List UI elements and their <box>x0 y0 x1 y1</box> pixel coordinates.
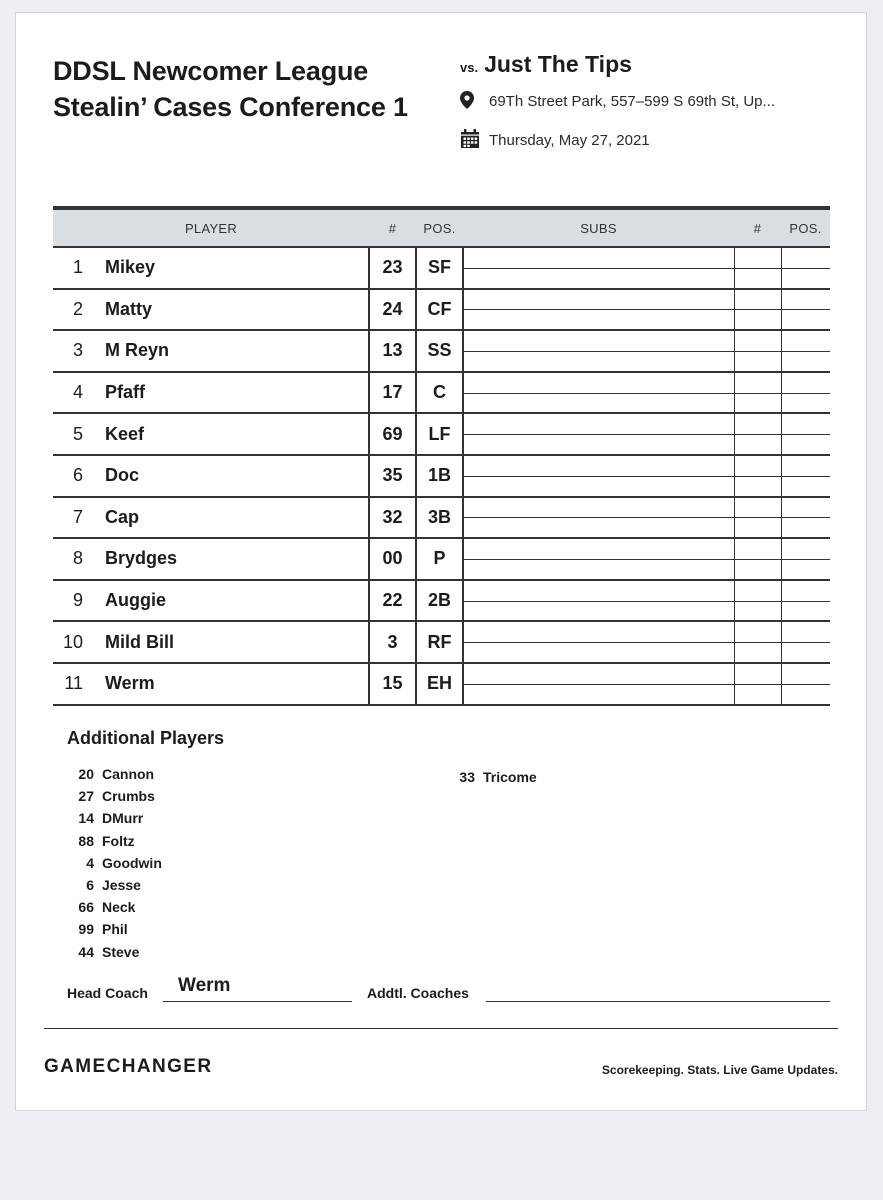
player-position: EH <box>416 663 463 705</box>
sub-position-blank <box>781 497 830 539</box>
additional-player-number: 14 <box>78 810 94 827</box>
additional-players-list <box>56 763 162 963</box>
additional-player-number: 6 <box>86 877 94 894</box>
additional-player <box>56 874 162 896</box>
table-row <box>53 330 830 372</box>
sub-position-blank <box>781 538 830 580</box>
opponent-line <box>460 51 632 78</box>
jersey-number: 69 <box>369 413 416 455</box>
player-name: Mikey <box>91 247 369 289</box>
sub-number-blank <box>734 413 781 455</box>
player-name: Matty <box>91 289 369 331</box>
jersey-number: 13 <box>369 330 416 372</box>
additional-player-name: Tricome <box>483 769 537 785</box>
league-name: DDSL Newcomer League <box>53 56 369 86</box>
batting-order: 11 <box>53 663 91 705</box>
additional-player <box>56 918 162 940</box>
sub-name-blank <box>463 580 734 622</box>
player-name: Pfaff <box>91 372 369 414</box>
jersey-number: 17 <box>369 372 416 414</box>
conference-name: Stealin’ Cases Conference 1 <box>53 92 408 122</box>
batting-order: 7 <box>53 497 91 539</box>
sub-position-blank <box>781 372 830 414</box>
sub-name-blank <box>463 497 734 539</box>
jersey-number: 24 <box>369 289 416 331</box>
table-header-row <box>53 208 830 247</box>
additional-player-name: Cannon <box>102 766 155 782</box>
additional-player-number: 4 <box>86 854 94 871</box>
table-row <box>53 663 830 705</box>
addtl-coaches-label: Addtl. Coaches <box>367 985 469 1001</box>
player-position: 1B <box>416 455 463 497</box>
sub-position-blank <box>781 289 830 331</box>
lineup-rows <box>53 247 830 705</box>
batting-order: 9 <box>53 580 91 622</box>
jersey-number: 35 <box>369 455 416 497</box>
table-row <box>53 372 830 414</box>
jersey-number: 23 <box>369 247 416 289</box>
number-header: # <box>369 208 416 247</box>
player-name: Brydges <box>91 538 369 580</box>
footer-divider <box>44 1028 838 1029</box>
player-name: M Reyn <box>91 330 369 372</box>
player-name: Mild Bill <box>91 621 369 663</box>
sub-number-blank <box>734 289 781 331</box>
table-row <box>53 497 830 539</box>
sub-position-blank <box>781 455 830 497</box>
player-header: PLAYER <box>53 208 369 247</box>
sub-number-blank <box>734 455 781 497</box>
additional-player-number: 33 <box>459 769 475 785</box>
sub-name-blank <box>463 289 734 331</box>
location-line <box>460 91 775 113</box>
sub-name-blank <box>463 372 734 414</box>
vs-label: vs. <box>460 60 479 75</box>
player-position: P <box>416 538 463 580</box>
table-row <box>53 621 830 663</box>
sub-position-blank <box>781 621 830 663</box>
batting-order: 8 <box>53 538 91 580</box>
lineup-card <box>16 13 866 1110</box>
player-position: SS <box>416 330 463 372</box>
position-header: POS. <box>416 208 463 247</box>
player-position: 3B <box>416 497 463 539</box>
player-position: SF <box>416 247 463 289</box>
calendar-icon <box>460 129 480 153</box>
additional-player <box>56 807 162 829</box>
sub-name-blank <box>463 455 734 497</box>
player-position: C <box>416 372 463 414</box>
sub-name-blank <box>463 621 734 663</box>
table-row <box>53 538 830 580</box>
batting-order: 2 <box>53 289 91 331</box>
player-name: Auggie <box>91 580 369 622</box>
player-name: Cap <box>91 497 369 539</box>
additional-player-name: Steve <box>102 943 140 960</box>
jersey-number: 22 <box>369 580 416 622</box>
sub-number-blank <box>734 372 781 414</box>
sub-number-header: # <box>734 208 781 247</box>
sub-position-header: POS. <box>781 208 830 247</box>
sub-number-blank <box>734 621 781 663</box>
sub-position-blank <box>781 330 830 372</box>
additional-player-name: Goodwin <box>102 854 162 871</box>
jersey-number: 32 <box>369 497 416 539</box>
additional-player-name: Phil <box>102 921 128 938</box>
additional-player-number: 44 <box>78 943 94 960</box>
head-coach-label: Head Coach <box>67 985 148 1001</box>
additional-player-number: 99 <box>78 921 94 938</box>
sub-position-blank <box>781 580 830 622</box>
additional-player <box>56 896 162 918</box>
sub-name-blank <box>463 538 734 580</box>
table-row <box>53 247 830 289</box>
location-text: 69Th Street Park, 557–599 S 69th St, Up... <box>489 92 776 110</box>
batting-order: 6 <box>53 455 91 497</box>
additional-players-heading: Additional Players <box>67 728 225 748</box>
additional-player <box>56 852 162 874</box>
additional-player <box>56 830 162 852</box>
sub-number-blank <box>734 538 781 580</box>
sub-position-blank <box>781 663 830 705</box>
additional-player <box>56 763 162 785</box>
additional-player <box>56 785 162 807</box>
sub-number-blank <box>734 580 781 622</box>
additional-player-name: Jesse <box>102 877 141 894</box>
batting-order: 3 <box>53 330 91 372</box>
opponent-name: Just The Tips <box>484 51 632 77</box>
additional-player <box>456 769 537 785</box>
jersey-number: 00 <box>369 538 416 580</box>
sub-number-blank <box>734 497 781 539</box>
date-line <box>460 129 650 153</box>
sub-name-blank <box>463 413 734 455</box>
sub-name-blank <box>463 247 734 289</box>
player-name: Werm <box>91 663 369 705</box>
sub-position-blank <box>781 247 830 289</box>
sub-name-blank <box>463 663 734 705</box>
sub-number-blank <box>734 663 781 705</box>
additional-player <box>56 941 162 963</box>
player-position: RF <box>416 621 463 663</box>
table-row <box>53 455 830 497</box>
page-title <box>53 53 408 125</box>
sub-name-blank <box>463 330 734 372</box>
additional-player-name: DMurr <box>102 810 144 827</box>
additional-players-list-right <box>456 769 537 785</box>
player-position: CF <box>416 289 463 331</box>
batting-order: 10 <box>53 621 91 663</box>
additional-player-number: 88 <box>78 832 94 849</box>
footer-tagline: Scorekeeping. Stats. Live Game Updates. <box>601 1063 838 1077</box>
additional-player-number: 27 <box>78 788 94 805</box>
gamechanger-logo: GAMECHANGER <box>44 1056 213 1077</box>
jersey-number: 3 <box>369 621 416 663</box>
batting-order: 1 <box>53 247 91 289</box>
sub-number-blank <box>734 330 781 372</box>
map-pin-icon <box>460 91 480 113</box>
table-row <box>53 289 830 331</box>
sub-number-blank <box>734 247 781 289</box>
jersey-number: 15 <box>369 663 416 705</box>
additional-player-number: 66 <box>78 899 94 916</box>
batting-order: 4 <box>53 372 91 414</box>
additional-player-name: Crumbs <box>102 788 155 805</box>
table-row <box>53 413 830 455</box>
additional-player-name: Foltz <box>102 832 135 849</box>
head-coach-line <box>163 1001 352 1002</box>
subs-header: SUBS <box>463 208 734 247</box>
player-position: LF <box>416 413 463 455</box>
batting-order: 5 <box>53 413 91 455</box>
table-row <box>53 580 830 622</box>
date-text: Thursday, May 27, 2021 <box>489 131 650 149</box>
additional-player-name: Neck <box>102 899 136 916</box>
player-position: 2B <box>416 580 463 622</box>
addtl-coaches-line <box>486 1001 830 1002</box>
lineup-table <box>53 206 830 706</box>
player-name: Doc <box>91 455 369 497</box>
sub-position-blank <box>781 413 830 455</box>
additional-player-number: 20 <box>78 766 94 782</box>
player-name: Keef <box>91 413 369 455</box>
head-coach-name: Werm <box>178 975 231 996</box>
